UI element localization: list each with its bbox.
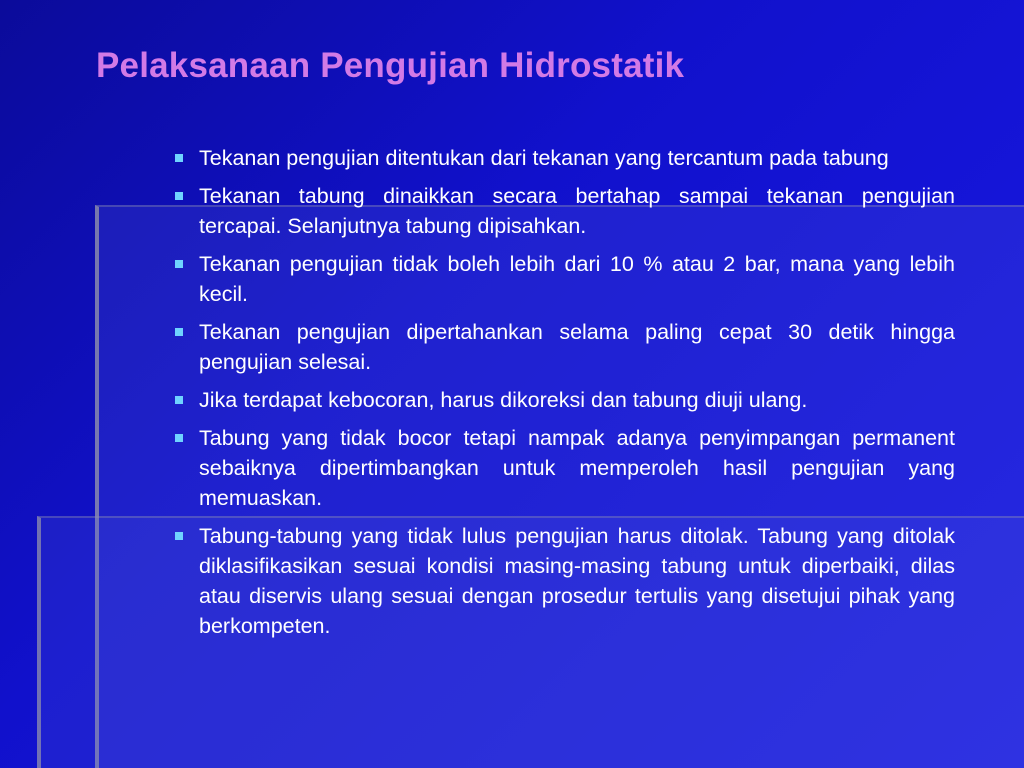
square-bullet-icon [175,434,183,442]
bullet-item [170,249,955,309]
bullet-text: Tekanan pengujian ditentukan dari tekanan yang tercantum pada tabung [199,146,889,170]
bullet-text: Tabung yang tidak bocor tetapi nampak adanya penyimpangan permanent sebaiknya dipertimbangkan untuk memperoleh hasil pengujian yang memuaskan. [199,426,955,510]
bullet-text: Tekanan pengujian dipertahankan selama paling cepat 30 detik hingga pengujian selesai. [199,320,955,374]
bullet-item [170,317,955,377]
bullet-text: Tabung-tabung yang tidak lulus pengujian harus ditolak. Tabung yang ditolak diklasifikasikan sesuai kondisi masing-masing tabung untuk diperbaiki, dilas atau diservis ulang sesuai dengan prosedur tertulis yang disetujui pihak yang berkompeten. [199,524,955,638]
bullet-item [170,521,955,641]
square-bullet-icon [175,328,183,336]
slide-title: Pelaksanaan Pengujian Hidrostatik [96,46,685,85]
square-bullet-icon [175,532,183,540]
square-bullet-icon [175,154,183,162]
bullet-item [170,423,955,513]
bullet-item [170,385,955,415]
bullet-item [170,181,955,241]
square-bullet-icon [175,260,183,268]
bullet-text: Jika terdapat kebocoran, harus dikoreksi dan tabung diuji ulang. [199,388,808,412]
bullet-list [170,143,955,649]
bullet-text: Tekanan tabung dinaikkan secara bertahap sampai tekanan pengujian tercapai. Selanjutnya tabung dipisahkan. [199,184,955,238]
bullet-text: Tekanan pengujian tidak boleh lebih dari 10 % atau 2 bar, mana yang lebih kecil. [199,252,955,306]
square-bullet-icon [175,396,183,404]
square-bullet-icon [175,192,183,200]
bullet-item [170,143,955,173]
